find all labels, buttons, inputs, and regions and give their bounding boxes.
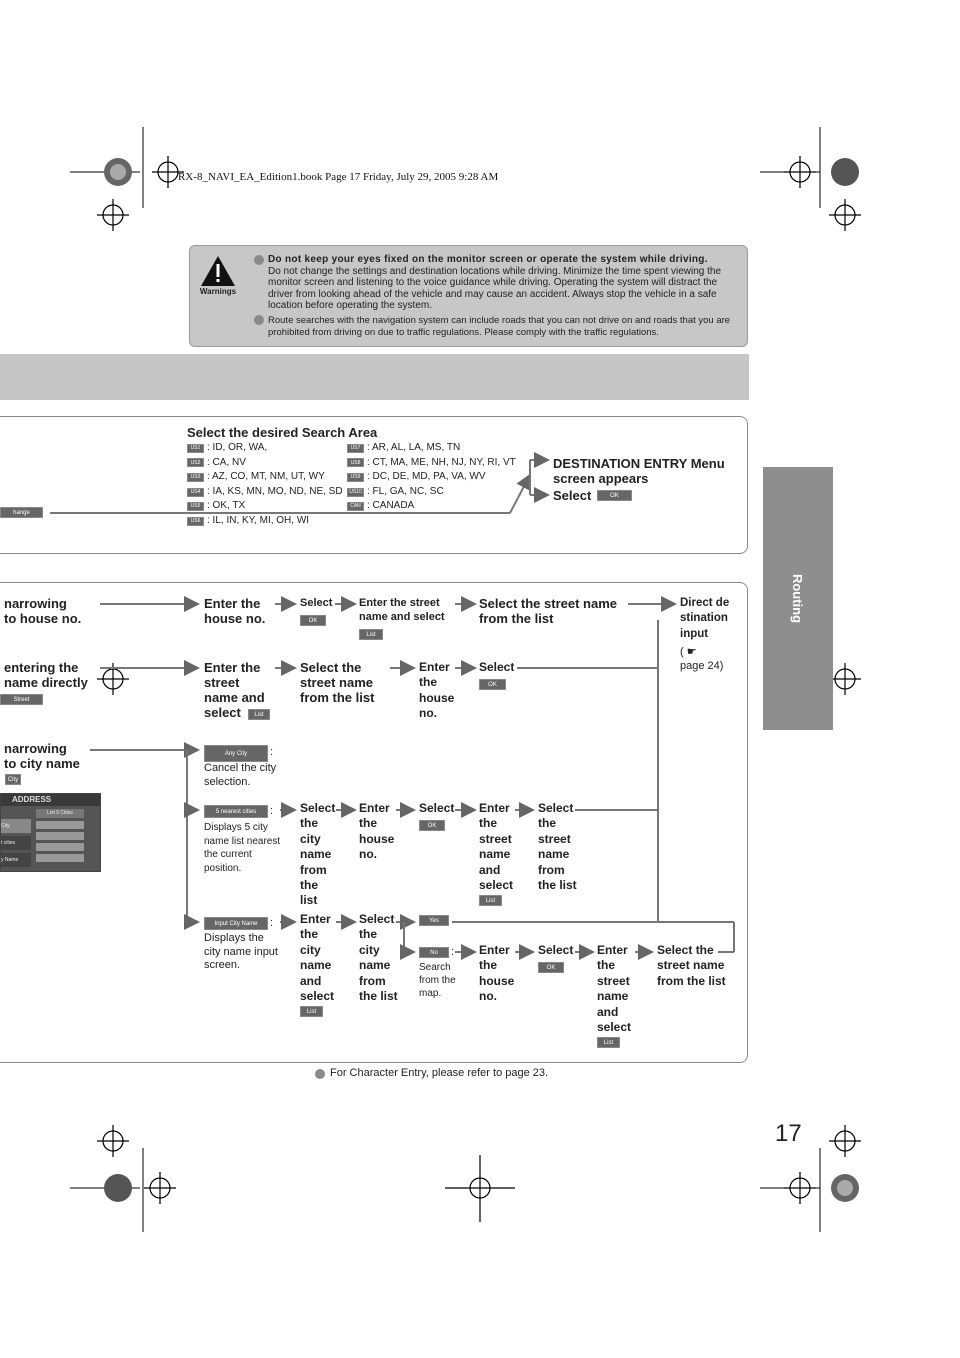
area-label: : AZ, CO, MT, NM, UT, WY [207,471,325,483]
row5-step-1: Enter the city name and select [300,912,335,1004]
city-button[interactable]: City [5,774,21,785]
us3-button[interactable]: US3 [187,473,204,482]
us9-button[interactable]: US9 [347,473,364,482]
area-label: : IL, IN, KY, MI, OH, WI [207,514,310,526]
no-desc: Search from the map. [419,962,456,999]
area-label: : FL, GA, NC, SC [367,485,444,497]
row4-step-3: Select [419,801,455,815]
warning-body: Do not change the settings and destination locations while driving. Minimize the time spent viewing the monitor screen and listening to the voice guidance while driving. Operating the system will distract the driver from looking ahead of the vehicle and may cause an accident. Always stop the vehicle in a safe location before operating the system. [268,265,722,311]
change-button[interactable]: hange [0,507,43,518]
list-button[interactable]: List [359,629,383,640]
us1-button[interactable]: US1 [187,444,204,453]
colon: : [270,805,274,817]
input-city-desc: Displays the city name input screen. [204,932,278,971]
list-cities-button[interactable]: List 5 Cities [36,809,84,818]
colon: : [270,746,274,758]
row2-step-2: Select the street name from the list [300,660,375,705]
bullet-icon [315,1069,325,1079]
screen-row [36,843,84,851]
row5-step-4: Select [538,943,574,957]
direct-ref-icon: ( ☛ [680,646,697,658]
row2-start-1: entering the [4,660,79,675]
us5-button[interactable]: US5 [187,502,204,511]
screen-item-city[interactable]: City [1,819,31,833]
any-city-button[interactable]: Any City [204,745,268,762]
result-line-1: DESTINATION ENTRY Menu [553,456,725,471]
area-label: : CANADA [367,500,415,512]
warning-bold: Do not keep your eyes fixed on the monitor screen or operate the system while driving. [268,254,708,265]
row1-start-2: to house no. [4,611,82,626]
any-city-desc: Cancel the city selection. [204,762,277,788]
bullet-icon [254,255,264,265]
result-line-2: screen appears [553,471,649,486]
row5-step-3: Enter the house no. [479,943,515,1004]
title-band [0,354,749,400]
street-button[interactable]: Street [0,694,43,705]
book-header: RX-8_NAVI_EA_Edition1.book Page 17 Friday, July 29, 2005 9:28 AM [178,171,499,183]
row5-step-2: Select the city name from the list [359,912,398,1004]
row5-step-5: Enter the street name and select [597,943,632,1035]
list-button[interactable]: List [479,895,502,906]
starburst-mark-bl [104,1174,132,1202]
area-label: : ID, OR, WA, [207,442,268,453]
row1-step-1: Enter the house no. [204,596,266,626]
screen-row [36,821,84,829]
starburst-mark-tr [831,158,859,186]
row4-step-1: Select the city name from the list [300,801,336,908]
screen-item-cities[interactable]: t cities [1,836,31,850]
area-label: : CA, NV [207,456,246,468]
search-area-title: Select the desired Search Area [187,425,378,440]
area-list-right [347,441,516,514]
area-label: : DC, DE, MD, PA, VA, WV [367,471,486,483]
row4-step-4: Enter the street name and select [479,801,514,893]
area-label: : IA, KS, MN, MO, ND, NE, SD [207,485,343,497]
5-nearest-desc: Displays 5 city name list nearest the current position. [204,822,281,875]
area-label: : AR, AL, LA, MS, TN [367,442,461,453]
row4-step-2: Enter the house no. [359,801,395,862]
starburst-mark-br [831,1174,859,1202]
row4-step-5: Select the street name from the list [538,801,577,893]
warning-label: Warnings [199,287,237,296]
direct-input: Direct destination input [680,597,730,640]
screen-title: ADDRESS [1,794,100,806]
5-nearest-cities-button[interactable]: 5 nearest cities [204,805,268,818]
row2-step-3: Enter the house no. [419,660,455,721]
list-button[interactable]: List [300,1006,323,1017]
row1-step-4: Select the street name from the list [479,596,618,626]
canada-button[interactable]: CAN [347,502,364,511]
us2-button[interactable]: US2 [187,458,204,467]
colon: : [451,946,455,958]
screen-row [36,854,84,862]
area-list-left [187,441,343,529]
direct-ref: page 24) [680,660,724,672]
us8-button[interactable]: US8 [347,458,364,467]
row1-step-3: Enter the street name and select [359,597,445,623]
us7-button[interactable]: US7 [347,444,364,453]
row2-step-4: Select [479,660,515,674]
colon: : [270,917,274,929]
ok-button[interactable]: OK [538,962,564,973]
ok-button[interactable]: OK [479,679,506,690]
input-city-name-button[interactable]: Input City Name [204,917,268,930]
area-label: : OK, TX [207,500,246,512]
address-screen-thumbnail [0,793,101,872]
starburst-mark-tl [104,158,132,186]
screen-item-name[interactable]: y Name [1,853,31,867]
us6-button[interactable]: US6 [187,517,204,526]
row2-step-1: Enter the street name and select [204,660,265,720]
side-tab-label: Routing [790,573,806,624]
row3-start-1: narrowing [4,741,67,756]
bullet-icon [254,315,264,325]
page-number: 17 [775,1120,802,1147]
ok-button[interactable]: OK [300,615,326,626]
ok-button[interactable]: OK [419,820,445,831]
list-button[interactable]: List [248,709,270,720]
yes-button[interactable]: Yes [419,915,449,926]
area-label: : CT, MA, ME, NH, NJ, NY, RI, VT [367,456,516,468]
character-entry-note: For Character Entry, please refer to page 23. [330,1067,549,1079]
row5-step-6: Select the street name from the list [657,943,726,988]
result-select-label: Select [553,488,592,503]
row1-step-2: Select [300,597,333,609]
ok-button[interactable]: OK [597,490,632,501]
row1-start-1: narrowing [4,596,67,611]
row2-start-2: name directly [4,675,88,690]
us10-button[interactable]: US10 [347,488,364,497]
warning-text-2: Route searches with the navigation system can include roads that you can not drive on and roads that you are prohibited from driving on due to traffic regulations. Please comply with the traffic regulations. [268,315,731,338]
row3-start-2: to city name [4,756,80,771]
us4-button[interactable]: US4 [187,488,204,497]
list-button[interactable]: List [597,1037,620,1048]
screen-row [36,832,84,840]
warning-text-1 [268,254,744,312]
no-button[interactable]: No [419,947,449,958]
